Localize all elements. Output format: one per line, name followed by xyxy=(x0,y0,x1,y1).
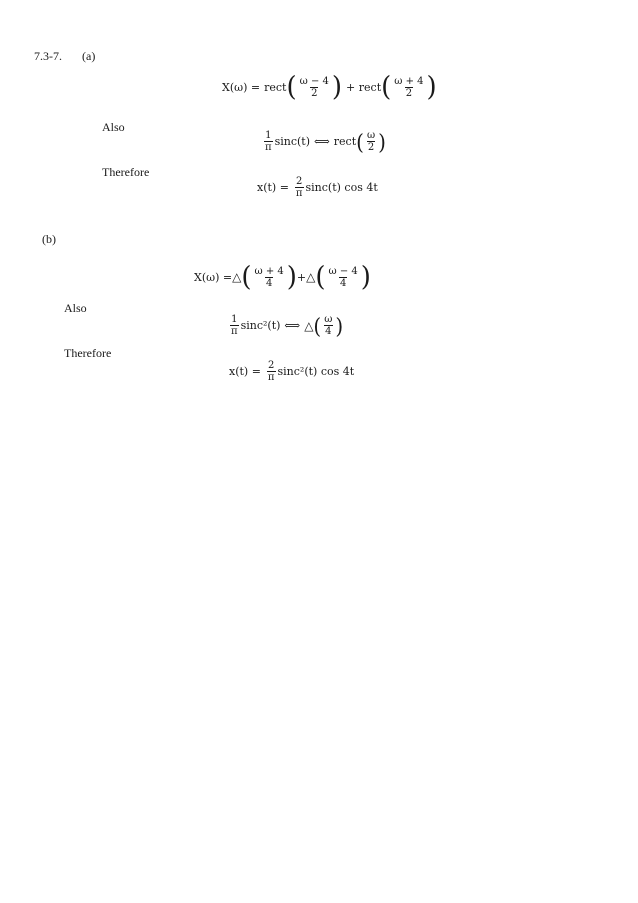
fraction-numerator: ω − 4 xyxy=(299,75,329,87)
fraction-numerator: ω + 4 xyxy=(394,75,424,87)
fraction-numerator: 2 xyxy=(296,176,303,187)
fraction xyxy=(254,266,285,289)
eq-lhs: x(t) = xyxy=(229,365,261,378)
eq-plus: + xyxy=(296,270,307,284)
fraction xyxy=(323,314,333,337)
part-b-equation-1 xyxy=(194,261,371,293)
eq-func: rect xyxy=(264,80,287,94)
fraction-denominator: 2 xyxy=(311,87,318,99)
therefore-label-a: Therefore xyxy=(102,165,150,179)
paren-open: ( xyxy=(381,71,392,103)
eq-sinc: sinc²(t) xyxy=(240,319,281,332)
fraction-numerator: ω xyxy=(324,314,333,325)
fraction xyxy=(230,314,239,337)
paren-close: ) xyxy=(331,71,343,103)
paren-open: ( xyxy=(313,312,322,339)
triangle-icon: △ xyxy=(232,270,242,284)
eq-rhs: sinc(t) cos 4t xyxy=(305,181,378,194)
fraction-numerator: ω + 4 xyxy=(254,265,284,277)
part-b-equation-2 xyxy=(228,314,343,337)
paren-close: ) xyxy=(426,71,437,103)
fraction-denominator: π xyxy=(267,372,275,383)
fraction xyxy=(264,130,273,153)
paren-open: ( xyxy=(356,128,364,155)
paren-close: ) xyxy=(286,261,297,293)
eq-arrow: ⟺ xyxy=(314,135,330,148)
eq-func: rect xyxy=(333,135,357,148)
fraction-denominator: 4 xyxy=(339,277,347,289)
part-b-label: (b) xyxy=(42,232,56,246)
fraction xyxy=(366,130,376,153)
fraction xyxy=(299,76,330,99)
also-label-a: Also xyxy=(102,120,125,134)
fraction-numerator: 1 xyxy=(231,314,238,325)
paren-close: ) xyxy=(360,261,371,293)
problem-number: 7.3-7. xyxy=(34,49,62,63)
paren-open: ( xyxy=(286,71,297,103)
paren-open: ( xyxy=(315,261,326,293)
fraction xyxy=(393,76,424,99)
fraction-denominator: 2 xyxy=(405,87,413,99)
fraction-denominator: π xyxy=(231,326,238,337)
paren-close: ) xyxy=(378,128,386,155)
part-a-label: (a) xyxy=(82,49,96,63)
part-a-equation-3 xyxy=(257,176,378,199)
triangle-icon: △ xyxy=(304,318,314,333)
fraction-numerator: 2 xyxy=(268,360,275,371)
eq-sinc: sinc(t) xyxy=(274,135,310,148)
triangle-icon: △ xyxy=(306,270,316,284)
fraction-denominator: 4 xyxy=(325,326,332,337)
eq-lhs: X(ω) = xyxy=(194,270,233,284)
part-b-equation-3 xyxy=(229,360,354,383)
fraction xyxy=(267,360,276,383)
fraction-numerator: ω xyxy=(366,130,376,141)
fraction-numerator: ω − 4 xyxy=(328,265,358,277)
therefore-label-b: Therefore xyxy=(64,346,112,360)
eq-lhs: X(ω) = xyxy=(222,80,261,94)
eq-lhs: x(t) = xyxy=(257,181,289,194)
fraction-denominator: 4 xyxy=(265,277,273,289)
fraction xyxy=(295,176,304,199)
fraction-denominator: π xyxy=(295,188,303,199)
part-a-equation-1 xyxy=(222,71,437,103)
eq-rhs: sinc²(t) cos 4t xyxy=(277,365,355,378)
eq-plus-func: + rect xyxy=(346,80,382,94)
eq-arrow: ⟺ xyxy=(284,319,301,332)
paren-close: ) xyxy=(335,312,344,339)
part-a-equation-2 xyxy=(262,130,386,153)
fraction-numerator: 1 xyxy=(265,130,272,141)
also-label-b: Also xyxy=(64,301,87,315)
fraction xyxy=(328,266,359,289)
fraction-denominator: 2 xyxy=(367,142,375,153)
paren-open: ( xyxy=(241,261,252,293)
fraction-denominator: π xyxy=(265,142,272,153)
